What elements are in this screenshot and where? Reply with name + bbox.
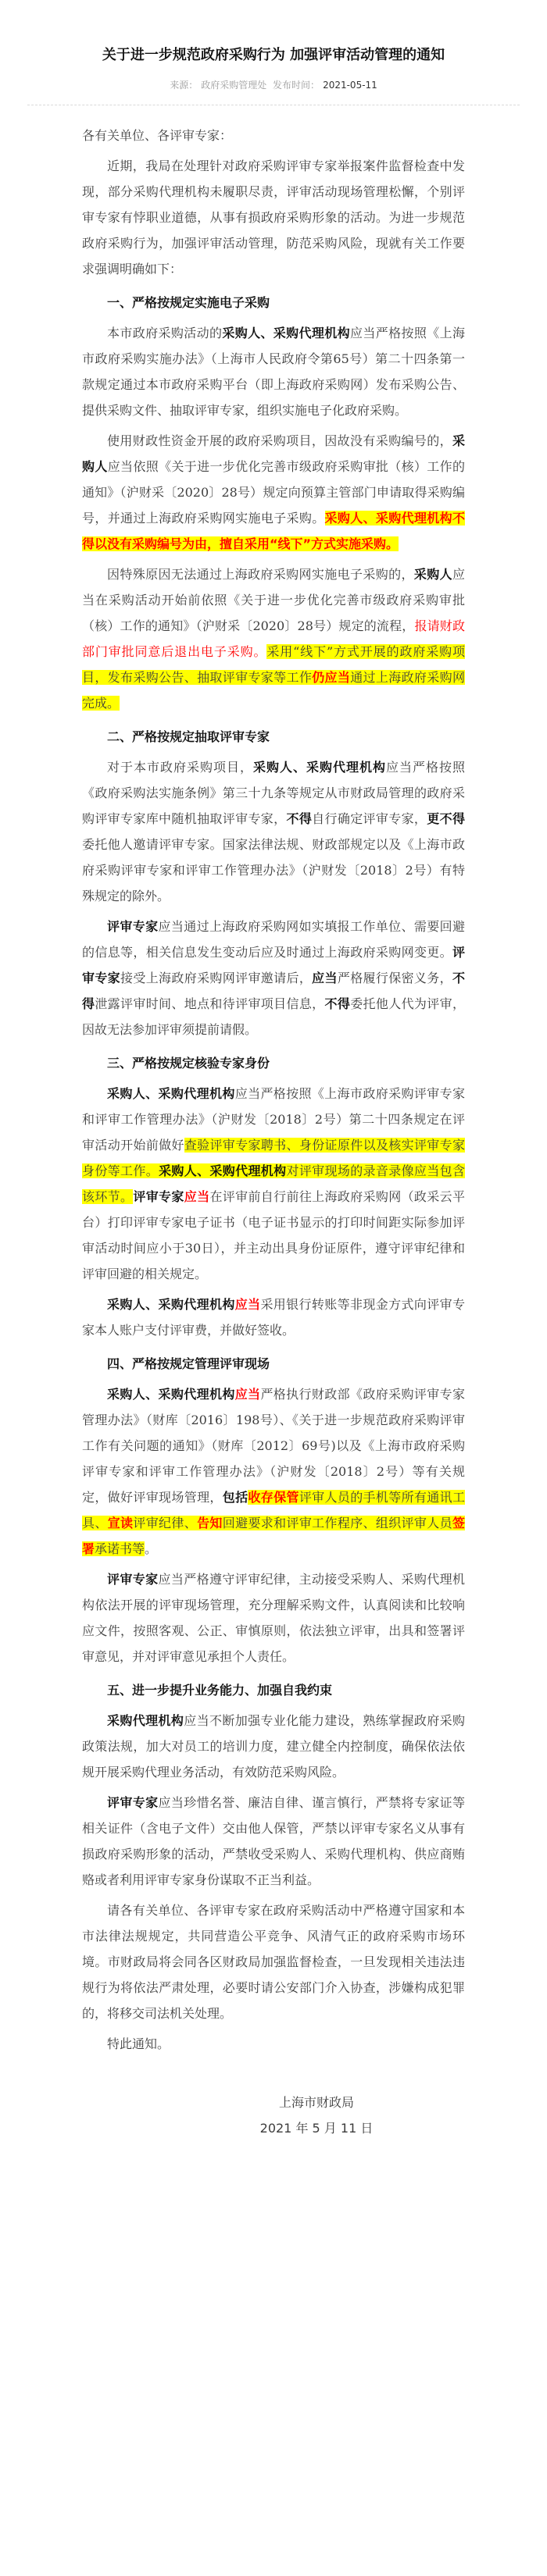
- text-run: 在评审前自行前往上海政府采购网（政采云平台）打印评审专家电子证书（电子证书显示的打印时间距实际参加评审活动时间应小于30日），并主动出具身份证原件，遵守评审纪律和评审回避的相关规定。: [82, 1189, 465, 1281]
- text-run: 采购人、采购代理机构: [107, 1297, 235, 1312]
- text-run: 对于本市政府采购项目，: [107, 760, 253, 775]
- text-run: 应当通过上海政府采购网如实填报工作单位、需要回避的信息等，相关信息发生变动后应及时通过上海政府采购网变更。: [82, 919, 465, 960]
- text-run: 采购人、采购代理机构: [107, 1387, 235, 1402]
- paragraph: [82, 428, 465, 557]
- text-run: 应当严格按照《政府采购法实施条例》第三十九条等规定从市财政局管理的政府采购评审专家库中随机抽取评审专家，: [82, 760, 465, 826]
- document-content: [82, 123, 465, 2141]
- text-run: 应当严格遵守评审纪律，主动接受采购人、采购代理机构依法开展的评审现场管理，充分理解采购文件，认真阅读和比较响应文件，按照客观、公正、审慎原则，依法独立评审，出具和签署评审意见，并对评审意见承担个人责任。: [82, 1572, 465, 1664]
- paragraph: [82, 1897, 465, 2026]
- paragraph: [82, 1381, 465, 1562]
- source-value: 政府采购管理处: [201, 80, 267, 91]
- text-run: 特此通知。: [107, 2036, 170, 2051]
- source-label: 来源：: [170, 80, 198, 91]
- text-run: 评审专家: [133, 1189, 184, 1204]
- text-run: 使用财政性资金开展的政府采购项目，因故没有采购编号的，: [107, 433, 452, 448]
- text-run: 应当在采购活动开始前依照《关于进一步优化完善市级政府采购审批（核）工作的通知》（沪财采〔2020〕28号）规定的流程，: [82, 567, 465, 633]
- text-run: 自行确定评审专家，: [312, 811, 427, 826]
- text-run: 包括: [222, 1490, 248, 1505]
- signature-date: 2021 年 5 月 11 日: [259, 2121, 374, 2136]
- text-run: 更不得: [427, 811, 465, 826]
- signature-org: 上海市财政局: [278, 2095, 354, 2110]
- text-run: 不得: [324, 996, 351, 1011]
- text-run: 评审人员的手机等所有通讯工具、: [82, 1490, 465, 1530]
- text-run: 应当: [312, 971, 338, 985]
- text-run: 三、严格按规定核验专家身份: [107, 1056, 270, 1071]
- text-run: 采用银行转账等非现金方式向评审专家本人账户支付评审费，并做好签收。: [82, 1297, 465, 1338]
- text-run: 一、严格按规定实施电子采购: [107, 295, 270, 310]
- publish-time-label: 发布时间：: [273, 80, 320, 91]
- publish-time-value: 2021-05-11: [323, 80, 377, 91]
- text-run: 接受上海政府采购网评审邀请后，: [120, 971, 313, 985]
- section-heading: [82, 1351, 465, 1377]
- section-heading: [82, 290, 465, 315]
- text-run: 承诺书等: [95, 1541, 145, 1556]
- text-run: 应当依照《关于进一步优化完善市级政府采购审批（核）工作的通知》（沪财采〔2020〕28号）规定向预算主管部门申请取得采购编号，并通过上海政府采购网实施电子采购。: [82, 459, 465, 526]
- text-run: 采购人、采购代理机构: [222, 326, 351, 340]
- text-run: 应当严格按照《上海市政府采购实施办法》（上海市人民政府令第65号）第二十四条第一款规定通过本市政府采购平台（即上海政府采购网）发布采购公告、提供采购文件、抽取评审专家，组织实施电子化政府采购。: [82, 326, 465, 418]
- text-run: 收存保管: [248, 1490, 299, 1505]
- text-run: 采购人、采购代理机构: [107, 1086, 235, 1101]
- text-run: 四、严格按规定管理评审现场: [107, 1356, 270, 1371]
- text-run: 不得: [286, 811, 313, 826]
- text-run: 采购人: [82, 433, 465, 474]
- paragraph: [82, 1292, 465, 1343]
- paragraph: [82, 1708, 465, 1785]
- page-title: 关于进一步规范政府采购行为 加强评审活动管理的通知: [102, 47, 445, 63]
- text-run: 报请财政部门审批同意后退出电子采购。: [82, 618, 465, 659]
- signature-block: [223, 2090, 410, 2141]
- text-run: 因特殊原因无法通过上海政府采购网实施电子采购的，: [107, 567, 414, 582]
- text-run: 通过上海政府采购网完成。: [82, 670, 465, 711]
- text-run: 采用“线下”方式开展的政府采购项目，发布采购公告、抽取评审专家等工作: [82, 644, 465, 685]
- text-run: 五、进一步提升业务能力、加强自我约束: [107, 1683, 333, 1698]
- text-run: 委托他人代为评审，因故无法参加评审须提前请假。: [82, 996, 465, 1037]
- text-run: 二、严格按规定抽取评审专家: [107, 729, 270, 744]
- text-run: 委托他人邀请评审专家。国家法律法规、财政部规定以及《上海市政府采购评审专家和评审工作管理办法》（沪财发〔2018〕2号）有特殊规定的除外。: [82, 837, 465, 903]
- text-run: 签署: [82, 1516, 465, 1556]
- text-run: 近期，我局在处理针对政府采购评审专家举报案件监督检查中发现，部分采购代理机构未履职尽责，评审活动现场管理松懈，个别评审专家有悖职业道德，从事有损政府采购形象的活动。为进一步规范政府采购行为，加强评审活动管理，防范采购风险，现就有关工作要求强调明确如下：: [82, 159, 465, 276]
- text-run: 评审专家: [107, 919, 159, 934]
- text-run: 采购代理机构: [107, 1713, 184, 1728]
- text-run: 应当: [234, 1387, 261, 1402]
- text-run: 宣读: [107, 1516, 134, 1530]
- text-run: 告知: [197, 1516, 223, 1530]
- text-run: 应当严格按照《上海市政府采购评审专家和评审工作管理办法》（沪财发〔2018〕2号）第二十四条规定在评审活动开始前做好: [82, 1086, 465, 1153]
- text-run: 评审纪律、: [133, 1516, 198, 1530]
- text-run: 评审专家: [107, 1572, 159, 1587]
- text-run: 回避要求和评审工作程序、组织评审人员: [222, 1516, 452, 1530]
- text-run: 采购人、采购代理机构不得以没有采购编号为由，擅自采用“线下”方式实施采购。: [82, 511, 465, 551]
- text-run: 采购人、采购代理机构: [159, 1163, 287, 1178]
- text-run: 本市政府采购活动的: [107, 326, 223, 340]
- text-run: 严格执行财政部《政府采购评审专家管理办法》（财库〔2016〕198号）、《关于进一步规范政府采购评审工作有关问题的通知》（财库〔2012〕69号)以及《上海市政府采购评审专家和评审工作管理办法》（沪财发〔2018〕2号）等有关规定，做好评审现场管理，: [82, 1387, 465, 1505]
- text-run: 采购人: [413, 567, 452, 582]
- text-run: 请各有关单位、各评审专家在政府采购活动中严格遵守国家和本市法律法规规定，共同营造公平竞争、风清气正的政府采购市场环境。市财政局将会同各区财政局加强监督检查，一旦发现相关违法违规行为将依法严肃处理，必要时请公安部门介入协查，涉嫌构成犯罪的，将移交司法机关处理。: [82, 1903, 465, 2021]
- section-heading: [82, 724, 465, 750]
- paragraph: [82, 914, 465, 1042]
- paragraph: [82, 2031, 465, 2057]
- paragraph: [82, 320, 465, 423]
- text-run: 评审专家: [82, 945, 465, 985]
- paragraph: [82, 1081, 465, 1287]
- text-run: 评审专家: [107, 1795, 159, 1810]
- text-run: 应当珍惜名誉、廉洁自律、谨言慎行，严禁将专家证等相关证件（含电子文件）交由他人保管，严禁以评审专家名义从事有损政府采购形象的活动，严禁收受采购人、采购代理机构、供应商贿赂或者利用评审专家身份谋取不正当利益。: [82, 1795, 465, 1887]
- paragraph: [82, 153, 465, 282]
- text-run: 仍应当: [312, 670, 351, 685]
- text-run: 对评审现场的录音录像应当包含该环节。: [82, 1163, 465, 1204]
- text-run: 采购人、采购代理机构: [252, 760, 386, 775]
- document-body: [82, 153, 465, 2057]
- text-run: 不得: [82, 971, 465, 1011]
- text-run: 查验评审专家聘书、身份证原件以及核实评审专家身份等工作。: [82, 1138, 465, 1178]
- text-run: 泄露评审时间、地点和待评审项目信息，: [95, 996, 325, 1011]
- meta-line: [0, 78, 547, 92]
- paragraph: [82, 754, 465, 909]
- text-run: 。: [145, 1541, 158, 1556]
- section-heading: [82, 1677, 465, 1703]
- paragraph: [82, 1790, 465, 1893]
- salutation: 各有关单位、各评审专家：: [82, 128, 233, 143]
- text-run: 应当不断加强专业化能力建设，熟练掌握政府采购政策法规，加大对员工的培训力度，建立健全内控制度，确保依法依规开展采购代理业务活动，有效防范采购风险。: [82, 1713, 465, 1780]
- paragraph: [82, 561, 465, 716]
- section-heading: [82, 1050, 465, 1076]
- paragraph: [82, 1566, 465, 1669]
- text-run: 严格履行保密义务，: [337, 971, 452, 985]
- text-run: 应当: [234, 1297, 261, 1312]
- text-run: 应当: [184, 1189, 210, 1204]
